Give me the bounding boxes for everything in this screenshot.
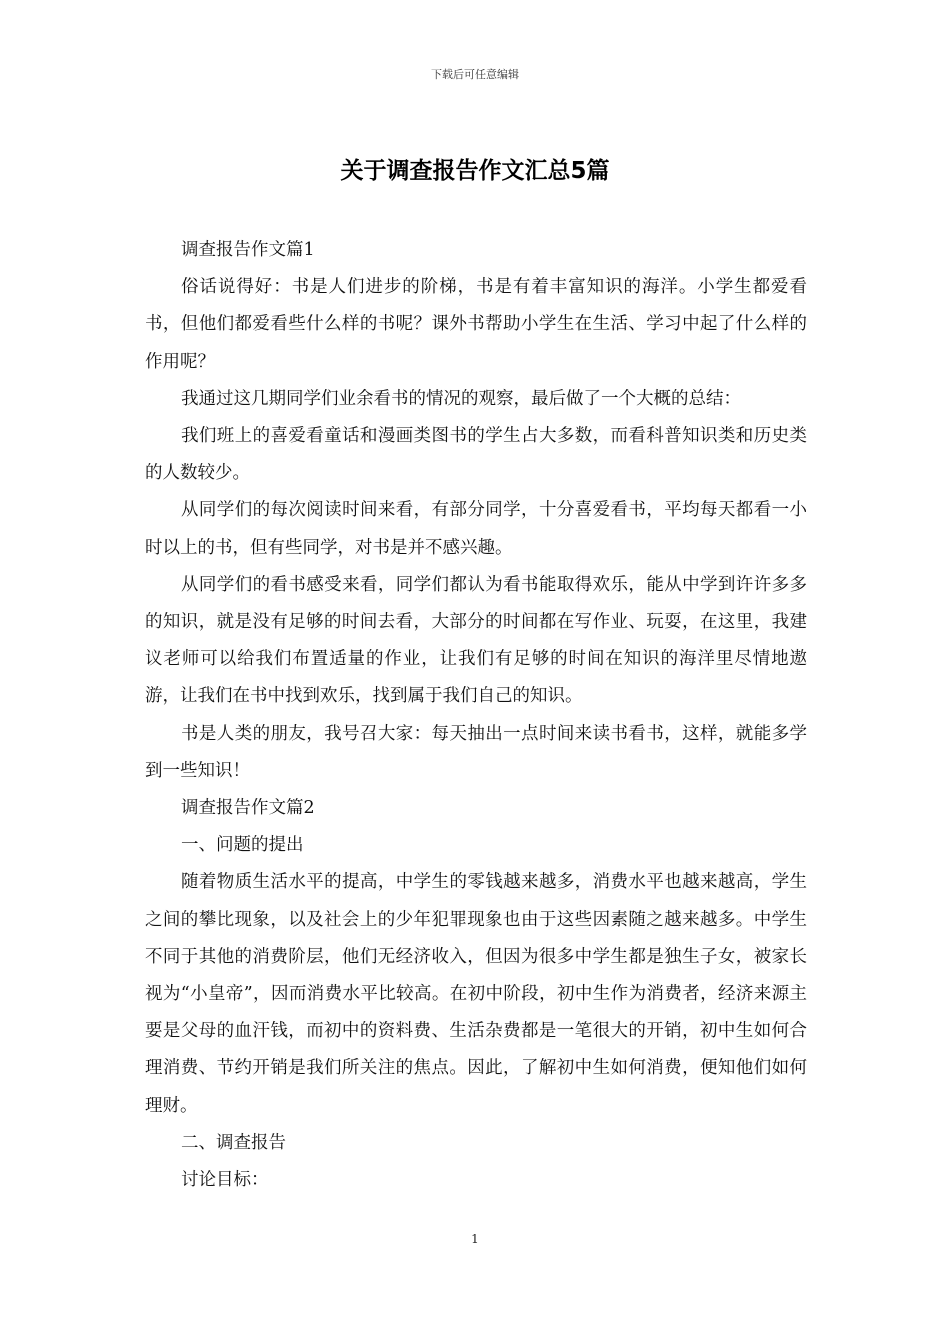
- document-body: [145, 232, 807, 1199]
- body-paragraph: 我通过这几期同学们业余看书的情况的观察，最后做了一个大概的总结：: [181, 388, 741, 409]
- subsection-heading: 二、调查报告: [181, 1132, 286, 1153]
- subsection-heading: 一、问题的提出: [181, 835, 304, 856]
- body-paragraph: 俗话说得好：书是人们进步的阶梯，书是有着丰富知识的海洋。小学生都爱看书，但他们都爱看些什么样的书呢？课外书帮助小学生在生活、学习中起了什么样的作用呢？: [145, 277, 807, 372]
- body-paragraph: 随着物质生活水平的提高，中学生的零钱越来越多，消费水平也越来越高，学生之间的攀比现象，以及社会上的少年犯罪现象也由于这些因素随之越来越多。中学生不同于其他的消费阶层，他们无经济收入，但因为很多中学生都是独生子女，被家长视为“小皇帝”，因而消费水平比较高。在初中阶段，初中生作为消费者，经济来源主要是父母的血汗钱，而初中的资料费、生活杂费都是一笔很大的开销，初中生如何合理消费、节约开销是我们所关注的焦点。因此，了解初中生如何消费，便知他们如何理财。: [145, 872, 807, 1116]
- section-heading: 调查报告作文篇1: [181, 240, 315, 260]
- page-number: 1: [471, 1232, 479, 1246]
- body-paragraph: 讨论目标：: [181, 1170, 269, 1191]
- body-paragraph: 从同学们的看书感受来看，同学们都认为看书能取得欢乐，能从中学到许许多多的知识，就是没有足够的时间去看，大部分的时间都在写作业、玩耍，在这里，我建议老师可以给我们布置适量的作业，让我们有足够的时间在知识的海洋里尽情地遨游，让我们在书中找到欢乐，找到属于我们自己的知识。: [145, 574, 807, 707]
- section-heading: 调查报告作文篇2: [181, 798, 315, 819]
- body-paragraph: 我们班上的喜爱看童话和漫画类图书的学生占大多数，而看科普知识类和历史类的人数较少。: [145, 426, 807, 484]
- header-note: 下载后可任意编辑: [431, 68, 519, 81]
- document-title: 关于调查报告作文汇总5篇: [340, 158, 610, 184]
- body-paragraph: 书是人类的朋友，我号召大家：每天抽出一点时间来读书看书，这样，就能多学到一些知识！: [145, 723, 807, 781]
- body-paragraph: 从同学们的每次阅读时间来看，有部分同学，十分喜爱看书，平均每天都看一小时以上的书，但有些同学，对书是并不感兴趣。: [145, 500, 807, 558]
